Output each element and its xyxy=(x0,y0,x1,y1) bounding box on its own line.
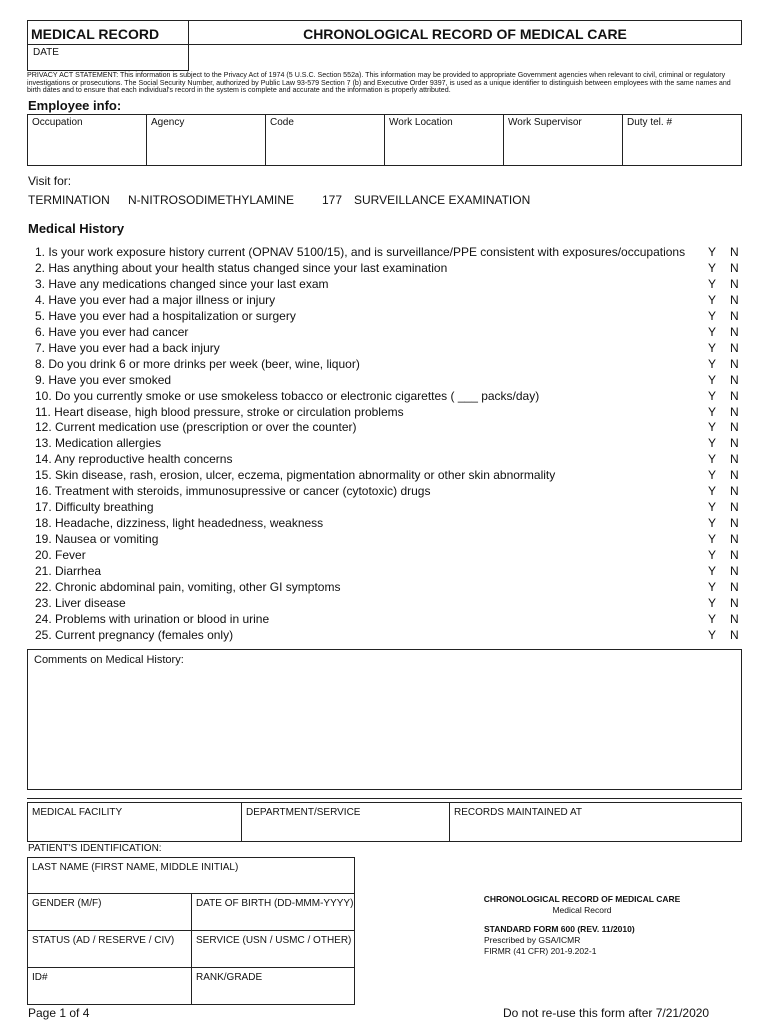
answer-yes-10[interactable]: Y xyxy=(708,389,717,403)
medical-record-title: MEDICAL RECORD xyxy=(27,20,189,45)
question-13: 13. Medication allergies xyxy=(35,436,162,450)
privacy-statement: PRIVACY ACT STATEMENT: This information is subject to the Privacy Act of 1974 (5 U.S.C. Section 552a). This information may be provided to appropriate Government agencies when relevant to civil, criminal or regulatory investigations or prosecutions. The Social Security Number, authorized by Public Law 93-579 Section 7 (b) and Executive Order 9397, is used as a unique identifier to distinguish between employees with the same names and birth dates and to ensure that each individual's record in the system is complete and accurate and the information is properly attributed. xyxy=(27,71,731,95)
answer-no-4[interactable]: N xyxy=(730,293,739,307)
answer-no-20[interactable]: N xyxy=(730,548,739,562)
answer-yes-20[interactable]: Y xyxy=(708,548,717,562)
answer-yes-9[interactable]: Y xyxy=(708,373,717,387)
question-4: 4. Have you ever had a major illness or injury xyxy=(35,293,276,307)
answer-no-16[interactable]: N xyxy=(730,484,739,498)
answer-yes-19[interactable]: Y xyxy=(708,532,717,546)
last-name-label: LAST NAME (FIRST NAME, MIDDLE INITIAL) xyxy=(32,862,239,873)
question-5: 5. Have you ever had a hospitalization or surgery xyxy=(35,309,296,323)
question-12: 12. Current medication use (prescription or over the counter) xyxy=(35,420,357,434)
question-6: 6. Have you ever had cancer xyxy=(35,325,189,339)
answer-yes-25[interactable]: Y xyxy=(708,628,717,642)
date-label: DATE xyxy=(33,47,59,58)
medical-history-title: Medical History xyxy=(28,221,125,236)
visit-exam: SURVEILLANCE EXAMINATION xyxy=(354,193,531,207)
visit-for-label: Visit for: xyxy=(28,174,72,188)
question-10: 10. Do you currently smoke or use smokeless tobacco or electronic cigarettes ( ___ packs/day) xyxy=(35,389,540,403)
id-field[interactable] xyxy=(28,968,192,1004)
patient-id-label: PATIENT'S IDENTIFICATION: xyxy=(28,843,162,854)
answer-yes-17[interactable]: Y xyxy=(708,500,717,514)
date-field[interactable] xyxy=(27,44,189,71)
id-label: ID# xyxy=(32,972,48,983)
answer-no-17[interactable]: N xyxy=(730,500,739,514)
question-20: 20. Fever xyxy=(35,548,86,562)
visit-agent: N-NITROSODIMETHYLAMINE xyxy=(128,193,295,207)
status-field[interactable] xyxy=(28,931,192,968)
work-location-field[interactable] xyxy=(385,115,504,165)
records-label: RECORDS MAINTAINED AT xyxy=(454,807,582,818)
question-21: 21. Diarrhea xyxy=(35,564,102,578)
gender-field[interactable] xyxy=(28,894,192,931)
question-8: 8. Do you drink 6 or more drinks per week (beer, wine, liquor) xyxy=(35,357,360,371)
answer-yes-7[interactable]: Y xyxy=(708,341,717,355)
code-field[interactable] xyxy=(266,115,385,165)
form-title: CHRONOLOGICAL RECORD OF MEDICAL CARE xyxy=(189,20,742,45)
form-info-title: CHRONOLOGICAL RECORD OF MEDICAL CARE xyxy=(483,894,681,904)
answer-yes-18[interactable]: Y xyxy=(708,516,717,530)
service-label: SERVICE (USN / USMC / OTHER) xyxy=(196,935,352,946)
status-label: STATUS (AD / RESERVE / CIV) xyxy=(32,935,175,946)
medical-facility-label: MEDICAL FACILITY xyxy=(32,807,123,818)
comments-box[interactable] xyxy=(27,649,742,790)
form-firmr: FIRMR (41 CFR) 201-9.202-1 xyxy=(484,946,597,956)
answer-no-23[interactable]: N xyxy=(730,596,739,610)
answer-no-22[interactable]: N xyxy=(730,580,739,594)
occupation-field[interactable] xyxy=(28,115,147,165)
answer-no-14[interactable]: N xyxy=(730,452,739,466)
answer-no-21[interactable]: N xyxy=(730,564,739,578)
last-name-field[interactable] xyxy=(28,858,354,894)
question-18: 18. Headache, dizziness, light headedness, weakness xyxy=(35,516,324,530)
answer-no-7[interactable]: N xyxy=(730,341,739,355)
work-supervisor-field[interactable] xyxy=(504,115,623,165)
question-2: 2. Has anything about your health status changed since your last examination xyxy=(35,261,448,275)
occupation-label: Occupation xyxy=(32,117,83,128)
question-17: 17. Difficulty breathing xyxy=(35,500,154,514)
form-standard: STANDARD FORM 600 (REV. 11/2010) xyxy=(484,924,635,934)
patient-id-table xyxy=(27,857,355,1005)
answer-no-10[interactable]: N xyxy=(730,389,739,403)
reuse-notice: Do not re-use this form after 7/21/2020 xyxy=(503,1006,710,1020)
question-1: 1. Is your work exposure history current (OPNAV 5100/15), and is surveillance/PPE consistent with exposures/occupations xyxy=(35,245,686,259)
answer-yes-15[interactable]: Y xyxy=(708,468,717,482)
service-field[interactable] xyxy=(192,931,354,968)
answer-no-24[interactable]: N xyxy=(730,612,739,626)
answer-yes-24[interactable]: Y xyxy=(708,612,717,626)
duty-tel-field[interactable] xyxy=(623,115,741,165)
employee-info-title: Employee info: xyxy=(28,98,122,113)
work-supervisor-label: Work Supervisor xyxy=(508,117,582,128)
answer-yes-3[interactable]: Y xyxy=(708,277,717,291)
question-19: 19. Nausea or vomiting xyxy=(35,532,159,546)
dob-label: DATE OF BIRTH (DD-MMM-YYYY) xyxy=(196,898,354,909)
answer-yes-5[interactable]: Y xyxy=(708,309,717,323)
answer-no-9[interactable]: N xyxy=(730,373,739,387)
answer-no-19[interactable]: N xyxy=(730,532,739,546)
department-field[interactable] xyxy=(242,803,450,841)
answer-yes-8[interactable]: Y xyxy=(708,357,717,371)
work-location-label: Work Location xyxy=(389,117,453,128)
question-23: 23. Liver disease xyxy=(35,596,126,610)
page-number: Page 1 of 4 xyxy=(28,1006,90,1020)
answer-yes-1[interactable]: Y xyxy=(708,245,717,259)
question-15: 15. Skin disease, rash, erosion, ulcer, eczema, pigmentation abnormality or other skin abnormality xyxy=(35,468,556,482)
answer-no-15[interactable]: N xyxy=(730,468,739,482)
answer-yes-4[interactable]: Y xyxy=(708,293,717,307)
answer-no-12[interactable]: N xyxy=(730,420,739,434)
answer-no-1[interactable]: N xyxy=(730,245,739,259)
rank-field[interactable] xyxy=(192,968,354,1004)
section-divider xyxy=(27,798,742,799)
question-11: 11. Heart disease, high blood pressure, stroke or circulation problems xyxy=(35,405,404,419)
answer-no-11[interactable]: N xyxy=(730,405,739,419)
answer-yes-12[interactable]: Y xyxy=(708,420,717,434)
answer-no-6[interactable]: N xyxy=(730,325,739,339)
answer-yes-22[interactable]: Y xyxy=(708,580,717,594)
question-24: 24. Problems with urination or blood in urine xyxy=(35,612,270,626)
medical-facility-field[interactable] xyxy=(28,803,242,841)
answer-yes-13[interactable]: Y xyxy=(708,436,717,450)
comments-label: Comments on Medical History: xyxy=(34,654,184,666)
dob-field[interactable] xyxy=(192,894,354,931)
form-prescribed: Prescribed by GSA/ICMR xyxy=(484,935,581,945)
visit-code: 177 xyxy=(322,193,343,207)
answer-yes-14[interactable]: Y xyxy=(708,452,717,466)
answer-yes-21[interactable]: Y xyxy=(708,564,717,578)
agency-field[interactable] xyxy=(147,115,266,165)
facility-table xyxy=(27,802,742,842)
question-14: 14. Any reproductive health concerns xyxy=(35,452,233,466)
question-25: 25. Current pregnancy (females only) xyxy=(35,628,234,642)
answer-no-2[interactable]: N xyxy=(730,261,739,275)
answer-no-5[interactable]: N xyxy=(730,309,739,323)
answer-no-8[interactable]: N xyxy=(730,357,739,371)
agency-label: Agency xyxy=(151,117,185,128)
duty-tel-label: Duty tel. # xyxy=(627,117,673,128)
code-label: Code xyxy=(270,117,294,128)
question-22: 22. Chronic abdominal pain, vomiting, other GI symptoms xyxy=(35,580,341,594)
answer-yes-16[interactable]: Y xyxy=(708,484,717,498)
gender-label: GENDER (M/F) xyxy=(32,898,102,909)
form-info-subtitle: Medical Record xyxy=(552,905,612,915)
question-9: 9. Have you ever smoked xyxy=(35,373,172,387)
answer-yes-6[interactable]: Y xyxy=(708,325,717,339)
employee-info-table xyxy=(27,114,742,166)
answer-no-25[interactable]: N xyxy=(730,628,739,642)
department-label: DEPARTMENT/SERVICE xyxy=(246,807,361,818)
answer-yes-23[interactable]: Y xyxy=(708,596,717,610)
question-7: 7. Have you ever had a back injury xyxy=(35,341,220,355)
question-3: 3. Have any medications changed since your last exam xyxy=(35,277,329,291)
answer-no-18[interactable]: N xyxy=(730,516,739,530)
header-divider xyxy=(189,44,742,45)
question-16: 16. Treatment with steroids, immunosupressive or cancer (cytotoxic) drugs xyxy=(35,484,431,498)
answer-yes-2[interactable]: Y xyxy=(708,261,717,275)
answer-yes-11[interactable]: Y xyxy=(708,405,717,419)
answer-no-13[interactable]: N xyxy=(730,436,739,450)
visit-type: TERMINATION xyxy=(28,193,110,207)
answer-no-3[interactable]: N xyxy=(730,277,739,291)
records-field[interactable] xyxy=(450,803,740,841)
rank-label: RANK/GRADE xyxy=(196,972,263,983)
